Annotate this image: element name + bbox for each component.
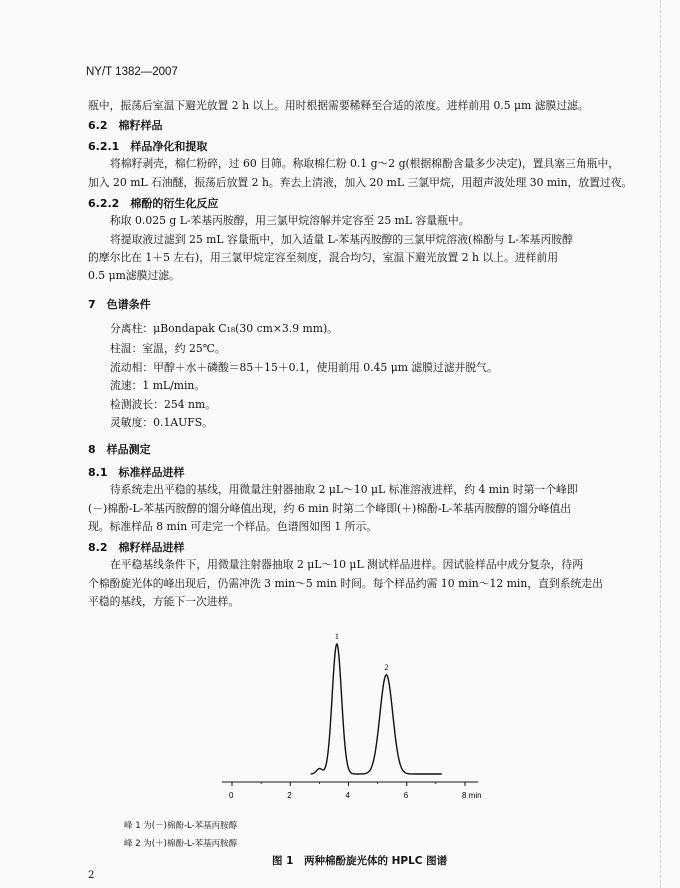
x-tick-label: 0	[229, 791, 234, 800]
x-tick-label: 6	[403, 791, 409, 800]
text-line: 称取 0.025 g L-苯基丙胺醇，用三氯甲烷溶解并定容至 25 mL 容量瓶中。	[110, 214, 470, 227]
section-heading-6-2-2: 6.2.2 棉酚的衍生化反应	[88, 197, 219, 210]
section-heading-6-2: 6.2 棉籽样品	[88, 119, 163, 132]
text-line: (－)棉酚-L-苯基丙胺醇的馏分峰值出现，约 6 min 时第二个峰即(＋)棉酚-L-苯基丙胺醇的馏分峰值出	[88, 502, 572, 515]
text-line: 将提取液过滤到 25 mL 容量瓶中，加入适量 L-苯基丙胺醇的三氯甲烷溶液(棉酚与 L-苯基丙胺醇	[110, 233, 573, 246]
section-heading-8-2: 8.2 棉籽样品进样	[88, 541, 185, 554]
text-line: 个棉酚旋光体的峰出现后，仍需冲洗 3 min～5 min 时间。每个样品约需 10 min～12 min，直到系统走出	[88, 577, 603, 590]
text-line: 平稳的基线，方能下一次进样。	[88, 595, 240, 608]
text-line: 0.5 μm滤膜过滤。	[88, 269, 180, 282]
text-line: 瓶中，振荡后室温下避光放置 2 h 以上。用时根据需要稀释至合适的浓度。进样前用 0.5 μm 滤膜过滤。	[88, 99, 589, 112]
text-line: 的摩尔比在 1＋5 左右)，用三氯甲烷定容至刻度，混合均匀，室温下避光放置 2 h 以上。进样前用	[88, 251, 559, 264]
page-edge-line	[660, 0, 662, 888]
hplc-chromatogram	[210, 622, 500, 807]
figure-caption: 图 1 两种棉酚旋光体的 HPLC 图谱	[272, 855, 448, 867]
text-line: 加入 20 mL 石油醚，振荡后放置 2 h。弃去上清液，加入 20 mL 三氯甲烷，用超声波处理 30 min，放置过夜。	[88, 176, 633, 189]
x-tick-label: 2	[287, 791, 292, 800]
text-line: 将棉籽剥壳，棉仁粉碎，过 60 目筛。称取棉仁粉 0.1 g～2 g(根据棉酚含量多少决定)，置具塞三角瓶中，	[110, 157, 620, 170]
condition-temp: 柱温：室温，约 25℃。	[110, 342, 226, 355]
condition-wavelength: 检测波长：254 nm。	[110, 398, 217, 411]
section-heading-6-2-1: 6.2.1 样品净化和提取	[88, 140, 208, 153]
condition-mobile-phase: 流动相：甲醇＋水＋磷酸＝85＋15＋0.1，使用前用 0.45 μm 滤膜过滤并脱气。	[110, 361, 498, 374]
peak-label: 1	[334, 632, 339, 642]
footnote-peak-2: 峰 2 为(＋)棉酚-L-苯基丙胺醇	[124, 839, 238, 849]
section-heading-8-1: 8.1 标准样品进样	[88, 466, 185, 479]
x-tick-label: 8 min	[462, 791, 482, 800]
footnote-peak-1: 峰 1 为(－)棉酚-L-苯基丙胺醇	[124, 821, 238, 831]
standard-number: NY/T 1382—2007	[86, 66, 178, 78]
x-tick-label: 4	[345, 791, 350, 800]
peak-label: 2	[384, 662, 389, 672]
text-line: 待系统走出平稳的基线，用微量注射器抽取 2 μL～10 μL 标准溶液进样，约 4 min 时第一个峰即	[110, 483, 578, 496]
page-number: 2	[88, 870, 95, 881]
condition-sensitivity: 灵敏度：0.1AUFS。	[110, 416, 213, 429]
section-heading-8: 8 样品测定	[88, 443, 151, 456]
condition-column: 分离柱：μBondapak C₁₈(30 cm×3.9 mm)。	[110, 322, 338, 335]
text-line: 现。标准样品 8 min 可走完一个样品。色谱图如图 1 所示。	[88, 520, 378, 533]
text-line: 在平稳基线条件下，用微量注射器抽取 2 μL～10 μL 测试样品进样。因试验样品中成分复杂，待两	[110, 558, 583, 571]
condition-flow: 流速：1 mL/min。	[110, 379, 206, 392]
section-heading-7: 7 色谱条件	[88, 298, 151, 311]
chromatogram-trace	[311, 644, 442, 774]
